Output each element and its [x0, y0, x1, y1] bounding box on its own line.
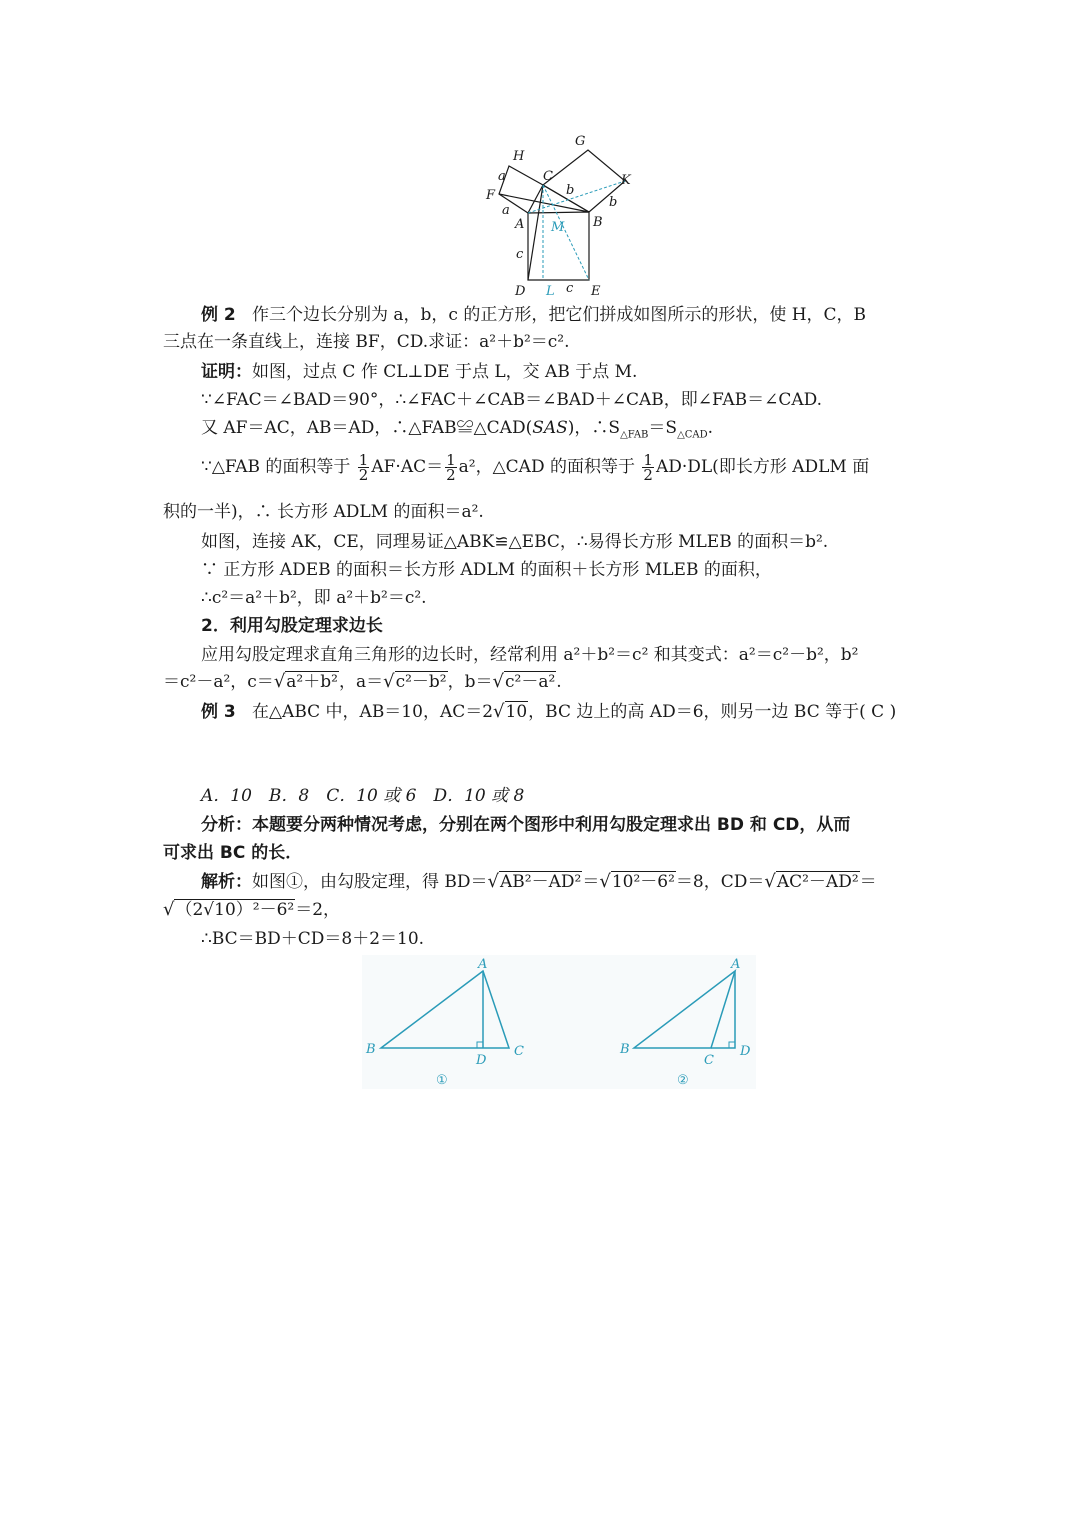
analysis-line2: 可求出 BC 的长．: [163, 843, 303, 863]
label-f: F: [486, 188, 496, 203]
label-a1: a: [498, 169, 506, 184]
proof-text1: 如图，过点 C 作 CL⊥DE 于点 L，交 AB 于点 M.: [252, 362, 638, 382]
sol-1a: 如图①，由勾股定理，得 BD＝: [252, 872, 488, 892]
frac-den: 2: [446, 466, 456, 484]
sqrt-content: 10: [505, 702, 528, 722]
solution-line2: [163, 898, 340, 922]
fig1-label-b: B: [366, 1042, 376, 1057]
ex2-text2: 三点在一条直线上，连接 BF，CD.求证：: [163, 332, 480, 352]
sqrt-expr: √c²－a²: [492, 671, 556, 692]
proof-3-sub1: △FAB: [620, 429, 649, 441]
sqrt-expr: √10: [493, 701, 528, 722]
sqrt-expr: √c²－b²: [383, 671, 447, 692]
analysis-line1: [201, 813, 850, 837]
frac-den: 2: [643, 466, 653, 484]
label-a: A: [515, 217, 525, 232]
label-e: E: [591, 284, 601, 299]
ex3-options: A．10 B．8 C．10 或 6 D．10 或 8: [201, 786, 525, 806]
proof-label: 证明：: [201, 362, 252, 382]
ex2-claim: a²＋b²＝c².: [479, 332, 570, 352]
sqrt-expr: √a²＋b²: [273, 671, 338, 692]
proof-line8: ∴c²＝a²＋b²，即 a²＋b²＝c².: [201, 588, 427, 608]
frac-num: 1: [643, 451, 653, 469]
fraction-half: [358, 453, 370, 482]
ex3-text-a: 在△ABC 中，AB＝10，AC＝2: [251, 702, 494, 722]
sol-1d: ＝: [859, 872, 877, 892]
frac-num: 1: [446, 451, 456, 469]
fig2-label-b: B: [620, 1042, 630, 1057]
proof-3d: .: [707, 418, 714, 438]
proof-4b: AF·AC＝: [371, 457, 444, 477]
fraction-half: [445, 453, 457, 482]
fig1-caption: ①: [436, 1073, 448, 1088]
sqrt-content: a²＋b²: [286, 672, 338, 692]
section2-heading: 2．利用勾股定理求边长: [201, 616, 383, 636]
s2-2b: ，a＝: [338, 672, 384, 692]
s2-2d: .: [556, 672, 562, 692]
sqrt-content: 10²－6²: [611, 872, 675, 892]
sol-1c: ＝8，CD＝: [675, 872, 765, 892]
proof-3b: )，∴S: [567, 418, 621, 438]
pythagoras-figure: [478, 128, 648, 300]
proof-line4: [201, 452, 869, 482]
ex2-title: 例 2: [201, 305, 236, 325]
proof-3a: 又 AF＝AC，AB＝AD，∴△FAB≌△CAD(: [201, 418, 533, 438]
proof-3-sas: SAS: [532, 418, 568, 438]
label-d: D: [515, 284, 526, 299]
label-b: B: [593, 215, 603, 230]
ex3-line1: [201, 700, 896, 724]
proof-line2: ∵∠FAC＝∠BAD＝90°，∴∠FAC＋∠CAB＝∠BAD＋∠CAB，即∠FAB＝∠CAD.: [201, 390, 823, 410]
sqrt-expr: √（2√10）²－6²: [163, 899, 295, 920]
fraction-half: [642, 453, 654, 482]
s2-2a: ＝c²－a²，c＝: [163, 672, 274, 692]
ex3-text-b: ，BC 边上的高 AD＝6，则另一边 BC 等于( C ): [528, 702, 897, 722]
sol-1b: ＝: [582, 872, 600, 892]
proof-3c: ＝S: [648, 418, 678, 438]
sqrt-expr: √AB²－AD²: [487, 871, 582, 892]
proof-line6: 如图，连接 AK，CE，同理易证△ABK≌△EBC，∴易得长方形 MLEB 的面积＝b².: [201, 532, 829, 552]
fig1-label-a: A: [478, 957, 488, 972]
label-h: H: [513, 149, 525, 164]
sqrt-expr: √AC²－AD²: [764, 871, 859, 892]
label-k: K: [621, 173, 631, 188]
proof-line1: [201, 360, 637, 384]
frac-num: 1: [358, 451, 369, 469]
ex2-text1: 作三个边长分别为 a，b，c 的正方形，把它们拼成如图所示的形状，使 H，C，B: [251, 305, 867, 325]
label-c: C: [543, 169, 553, 184]
frac-den: 2: [358, 466, 369, 484]
sqrt-content: AB²－AD²: [500, 872, 582, 892]
label-c2: c: [566, 281, 574, 296]
sqrt-content: （2√10）²－6²: [175, 900, 295, 920]
solution-label: 解析：: [201, 872, 252, 892]
proof-line5: 积的一半)，∴ 长方形 ADLM 的面积＝a².: [163, 502, 484, 522]
fig2-label-c: C: [704, 1053, 714, 1068]
analysis-text1: 本题要分两种情况考虑，分别在两个图形中利用勾股定理求出 BD 和 CD，从而: [252, 815, 851, 835]
s2-2c: ，b＝: [447, 672, 493, 692]
sol-2b: ＝2，: [295, 900, 341, 920]
triangle-figures: [362, 955, 756, 1089]
sqrt-content: AC²－AD²: [776, 872, 859, 892]
ex2-line1: [201, 303, 866, 327]
ex3-title: 例 3: [201, 702, 236, 722]
proof-3-sub2: △CAD: [677, 429, 708, 441]
sqrt-content: c²－b²: [395, 672, 447, 692]
label-g: G: [575, 134, 586, 149]
sqrt-expr: √10²－6²: [599, 871, 675, 892]
label-l: L: [546, 284, 555, 299]
proof-4c: a²，△CAD 的面积等于: [458, 457, 635, 477]
fig2-label-a: A: [731, 957, 741, 972]
label-b1: b: [566, 183, 575, 198]
proof-line7: ∵ 正方形 ADEB 的面积＝长方形 ADLM 的面积＋长方形 MLEB 的面积，: [201, 560, 772, 580]
proof-line3: [201, 416, 713, 440]
proof-4d: AD·DL(即长方形 ADLM 面: [655, 457, 870, 477]
fig2-caption: ②: [677, 1073, 689, 1088]
section2-line1: 应用勾股定理求直角三角形的边长时，经常利用 a²＋b²＝c² 和其变式：a²＝c²－b²，b²: [201, 645, 859, 665]
section2-line2: [163, 670, 562, 694]
ex2-line2: [163, 330, 570, 354]
label-c1: c: [516, 247, 524, 262]
solution-line1: [201, 870, 877, 894]
fig2-label-d: D: [740, 1044, 751, 1059]
label-m: M: [551, 220, 565, 235]
fig1-label-d: D: [476, 1053, 487, 1068]
label-b2: b: [609, 195, 618, 210]
analysis-label: 分析：: [201, 815, 252, 835]
proof-4a: ∵△FAB 的面积等于: [201, 457, 351, 477]
fig1-label-c: C: [514, 1044, 524, 1059]
sqrt-content: c²－a²: [505, 672, 556, 692]
solution-line3: ∴BC＝BD＋CD＝8＋2＝10.: [201, 929, 425, 949]
label-a2: a: [502, 203, 510, 218]
